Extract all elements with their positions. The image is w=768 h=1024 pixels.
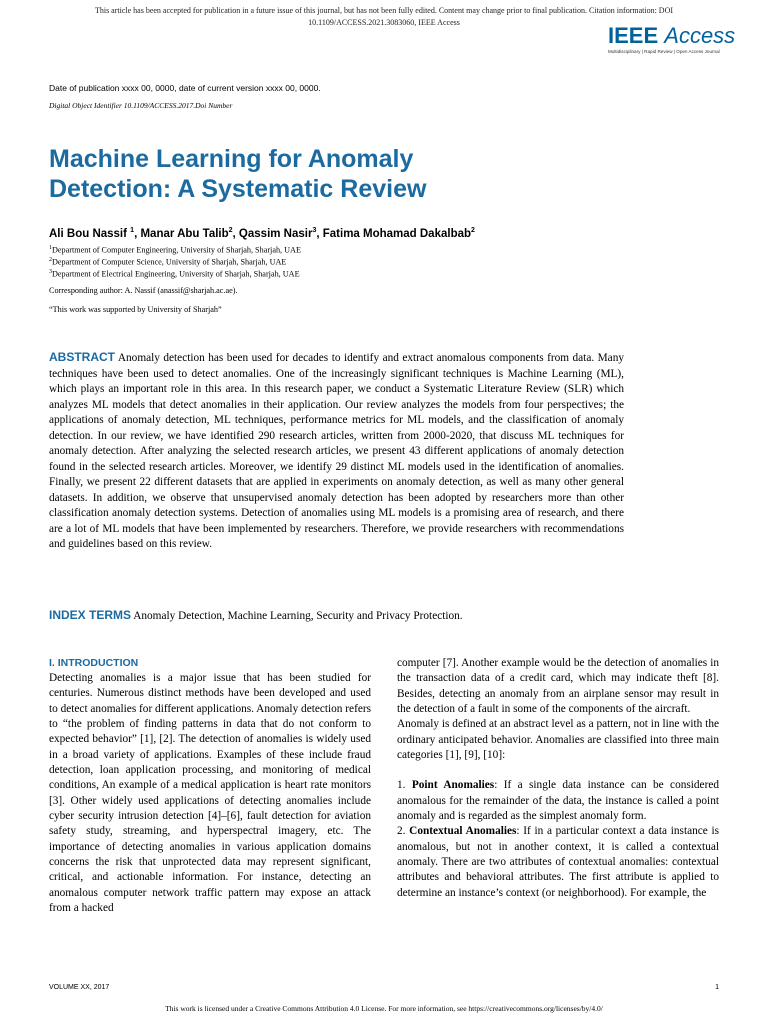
author-2: , Manar Abu Talib	[134, 227, 229, 240]
notice-line-1: This article has been accepted for publication in a future issue of this journal, but has not been fully edited. Content may change prior to final publication. Citation information: DOI	[94, 6, 674, 15]
volume-footer: VOLUME XX, 2017	[49, 984, 110, 991]
funding-note: “This work was supported by University of Sharjah”	[49, 305, 222, 314]
affiliation-3-number: 3	[49, 269, 52, 275]
section-heading-introduction: I. INTRODUCTION	[49, 657, 139, 669]
intro-paragraph-2: computer [7]. Another example would be the detection of anomalies in the transaction data of a credit card, which may indicate theft [8]. Besides, detecting an anomaly from an airplane sensor may result in the detection of a fault in some of the components of the aircraft.	[397, 657, 719, 716]
affiliation-2-text: Department of Computer Science, University of Sharjah, Sharjah, UAE	[52, 257, 287, 267]
doi-line: Digital Object Identifier 10.1109/ACCESS.2017.Doi Number	[49, 101, 233, 110]
author-3-affil: 3	[312, 227, 317, 234]
intro-paragraph-1: Detecting anomalies is a major issue that has been studied for centuries. Numerous distinct methods have been developed and used to detect anomalies for different applications. Anomaly detection refers to “the problem of finding patterns in data that do not conform to expected behavior” [1], [2]. The detection of anomalies is widely used in a broad variety of applications. Examples of these include fraud detection, loan application processing, and monitoring of medical conditions, An example of a medical application is heart rate monitors [3]. Other widely used applications of detecting anomalies include cyber security intrusion detection [4]–[6], fault detection for aviation safety study, streaming, and hyperspectral imagery, etc. The importance of detecting anomalies in various application domains concerns the risk that unprotected data may represent significant, critical, and actionable information. For instance, detecting an anomalous computer network traffic pattern may expose an attack from a hacked	[49, 672, 371, 915]
affiliation-3-text: Department of Electrical Engineering, University of Sharjah, Sharjah, UAE	[52, 269, 300, 279]
intro-paragraph-3: Anomaly is defined at an abstract level as a pattern, not in line with the ordinary anticipated behavior. Anomalies are classified into three main categories [1], [9], [10]:	[397, 718, 719, 762]
point-anomalies-definition: : If a single data instance can be considered anomalous for the remainder of the data, the instance is called a point anomaly and is regarded as the simplest anomaly form.	[397, 779, 719, 823]
term-contextual-anomalies: Contextual Anomalies	[409, 825, 517, 838]
list-item-contextual-anomalies	[397, 824, 719, 901]
affiliation-1-number: 1	[49, 245, 52, 251]
right-column	[397, 656, 719, 901]
logo-wordmark	[608, 23, 736, 48]
list-number-1: 1.	[397, 779, 412, 792]
author-list	[49, 227, 729, 240]
ieee-access-logo	[608, 23, 736, 60]
affiliation-3	[49, 266, 300, 281]
abstract-label: ABSTRACT	[49, 350, 115, 364]
list-item-point-anomalies	[397, 778, 719, 824]
license-notice: This work is licensed under a Creative Commons Attribution 4.0 License. For more information, see https://creativecommons.org/licenses/by/4.0/	[165, 1004, 603, 1013]
abstract	[49, 350, 624, 553]
notice-line-2: 10.1109/ACCESS.2021.3083060, IEEE Access	[308, 18, 460, 27]
list-number-2: 2.	[397, 825, 410, 838]
paper-title	[49, 144, 569, 204]
affiliation-1-text: Department of Computer Engineering, University of Sharjah, Sharjah, UAE	[52, 245, 301, 255]
index-terms-text: Anomaly Detection, Machine Learning, Security and Privacy Protection.	[133, 610, 463, 622]
corresponding-author: Corresponding author: A. Nassif (anassif@sharjah.ac.ae).	[49, 286, 238, 295]
author-1-affil: 1	[130, 227, 135, 234]
index-terms	[49, 608, 669, 622]
author-4-affil: 2	[471, 227, 475, 234]
contextual-anomalies-definition: : If in a particular context a data instance is anomalous, but not in another context, it is called a contextual anomaly. There are two attributes of contextual anomalies: contextual attributes and behavioral attributes. The first attribute is applied to determine an instance’s context (or neighborhood). For example, the	[397, 825, 719, 899]
term-point-anomalies: Point Anomalies	[411, 779, 495, 792]
paragraph-gap	[397, 763, 719, 778]
logo-access-text: Access	[664, 23, 736, 48]
author-1: Ali Bou Nassif	[49, 227, 127, 240]
author-2-affil: 2	[228, 227, 233, 234]
affiliation-2-number: 2	[49, 257, 52, 263]
left-column	[49, 656, 371, 917]
page-number: 1	[715, 984, 719, 991]
author-4: , Fatima Mohamad Dakalbab	[316, 227, 472, 240]
abstract-text: Anomaly detection has been used for decades to identify and extract anomalous components from data. Many techniques have been used to detect anomalies. One of the increasingly significant techniques is Machine Learning (ML), which plays an important role in this area. In this research paper, we conduct a Systematic Literature Review (SLR) which analyzes ML models that detect anomalies in their application. Our review analyzes the models from four perspectives; the applications of anomaly detection, ML techniques, performance metrics for ML models, and the classification of anomaly detection. In our review, we have identified 290 research articles, written from 2000-2020, that discuss ML techniques for anomaly detection. After analyzing the selected research articles, we present 43 different applications of anomaly detection found in the selected research articles. Moreover, we identify 29 distinct ML models used in the identification of anomalies. Finally, we present 22 different datasets that are applied in experiments on anomaly detection, as well as many other general datasets. In addition, we observe that unsupervised anomaly detection has been adopted by researchers more than other classification anomaly detection systems. Detection of anomalies using ML models is a promising area of research, and there are a lot of ML models that have been implemented by researchers. Therefore, we provide researchers with recommendations and guidelines based on this review.	[49, 352, 624, 550]
title-line-1: Machine Learning for Anomaly	[49, 145, 414, 173]
logo-tagline: Multidisciplinary | Rapid Review | Open Access Journal	[608, 49, 720, 54]
logo-ieee-text: IEEE	[608, 23, 659, 48]
index-terms-label: INDEX TERMS	[49, 608, 132, 622]
title-line-2: Detection: A Systematic Review	[49, 175, 427, 203]
publication-date: Date of publication xxxx 00, 0000, date of current version xxxx 00, 0000.	[49, 83, 321, 93]
author-3: , Qassim Nasir	[232, 227, 313, 240]
